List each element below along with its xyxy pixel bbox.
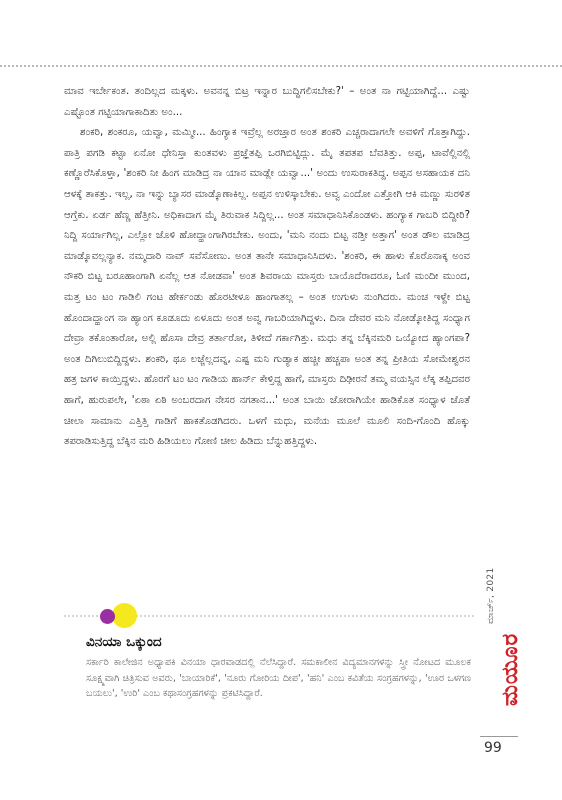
paragraph-1: ಮಾವ ಇರ್ಬೇಕಂತ. ತಂದಿಲ್ಲದ ಮಕ್ಕಳು. ಅವನನ್ನ ಬಿಟ್ರ ಇನ್ನಾರ ಬುದ್ಧಿಗಲಿಸಬೇಕು?' – ಅಂತ ನಾ ಗಟ್ಟಿಯಾಗಿದ್ದೆ... ಎಷ್ಟು ಎಷ್ಟೊಂತ ಗಟ್ಟಿಯಾಗಾಕಾದಿತು ಅಂ... [64, 86, 470, 118]
page-number: 99 [484, 740, 502, 756]
yellow-circle-decoration [112, 603, 137, 628]
page-number-rule [480, 736, 518, 737]
author-bio: ಸರ್ಕಾರಿ ಕಾಲೇಜಿನ ಅಧ್ಯಾಪಕಿ ವಿನಯಾ ಧಾರವಾಡದಲ್ಲಿ ನೆಲೆಸಿದ್ದಾರೆ. ಸಮಕಾಲೀನ ವಿದ್ಯಮಾನಗಳನ್ನು ಸ್ತ್ರೀ ನೋಟದ ಮೂಲಕ ಸೂಕ್ಷ್ಮವಾಗಿ ಚಿತ್ರಿಸುವ ಅವರು, 'ಬಾಯಾರಿಕೆ', 'ನೂರು ಗೋರಿಯ ದೀಪ', 'ಹನಿ' ಎಂಬ ಕವಿತೆಯ ಸಂಗ್ರಹಗಳನ್ನು, 'ಊರ ಒಳಗಣ ಬಯಲು', 'ಉರಿ' ಎಂಬ ಕಥಾಸಂಗ್ರಹಗಳನ್ನು ಪ್ರಕಟಿಸಿದ್ದಾರೆ. [86, 657, 471, 700]
story-body [64, 82, 470, 453]
author-name: ವಿನಯಾ ಒಕ್ಕುಂದ [86, 634, 162, 650]
paragraph-2: ಶಂಕರಿ, ಶಂಕರೂ, ಯವ್ವಾ, ಮಮ್ಮೀ... ಹಿಂಗ್ಯಾಕ ಇವ್ರೆಲ್ಲ ಅರಚ್ತಾರ ಅಂತ ಶಂಕರಿ ಎಚ್ಚರಾದಾಗಲೇ ಅವಳಿಗೆ ಗೊತ್ತಾಗಿದ್ದು. ಪಾತ್ರಿ ಪಗಡಿ ಕಟ್ಟಾ ಏನೋ ಧೇನಿಸ್ತಾ ಕುಂತವಳು ಪ್ರಜ್ಞೆತಪ್ಪಿ ಒರಗಿಬಿಟ್ಟಿದ್ಲು. ಮೈ ತಪತಪ ಬೆವತಿತ್ತು. ಅಪ್ಪ, ಟಾವೆಲ್ಲಿನಲ್ಲಿ ಕಣ್ಣೊರೆಸಿಕೊಳ್ತಾ, 'ಶಂಕರಿ ನೀ ಹಿಂಗ ಮಾಡಿದ್ರ ನಾ ಯಾನ ಮಾಡ್ಲೇ ಯವ್ವಾ...' ಅಂದು ಉಸುರಾಕತಿದ್ದ. ಅಪ್ಪನ ಅಸಹಾಯಕ ದನಿ ಆಳಕ್ಕೆ ತಾಕತ್ತು. ಇಲ್ಲ, ನಾ ಇನ್ನು ಬ್ಯಾಸರ ಮಾಡ್ಕೊಣಾಕಿಲ್ಲ. ಅಪ್ಪನ ಉಳಿಸ್ಕಾಬೇಕು. ಅವ್ವ ಎಂದೋ ಎತ್ತೋಗಿ ಆಕಿ ಮಣ್ಣು ಸುರಳಿತ ಆಗ್ತೆಕು. ಏರ್ಡ ಹೆಣ್ಣ ಹೆತ್ತೀನಿ. ಅಧಿಕಾದಾಗ ಮೈ ತಿರುವಾಕ ಸಿದ್ದಿಲ್ಲ... ಅಂತ ಸಮಾಧಾನಿಸಿಕೊಂಡಳು. ಹಂಗ್ಯಾಕ ಗಾಬರಿ ಬಿದ್ದೀರಿ? ನಿದ್ದಿ ಸರ್ಯಾಗಿಲ್ಲ, ಎಲ್ಲೋ ಜೊಳಿ ಹೋದ್ಹಾಂಗಾಗಿರಬೇಕು. ಅಂದು, 'ಮನಿ ನಂದು ಬಿಟ್ಟ ನಡ್ತೀ ಅತ್ತಾಗ' ಅಂತ ಡೌಲ ಮಾಡಿದ್ರ ಮಾಡ್ಕೊವಲ್ಲನ್ಯಾಕ. ನಮ್ಮದಾರಿ ನಾವ್ ಸವೆಸೋಣು. ಅಂತ ತಾನೇ ಸಮಾಧಾನಿಸಿದಳು. 'ಶಂಕರಿ, ಈ ಹಾಳು ಕೊರೊನಾಕ್ಕ ಅಂವ ನೌಕರಿ ಬಿಟ್ಟ ಬರೂಹಾಂಗಾಗಿ ಏನೆಲ್ಲ ಆತ ನೋಡವಾ' ಅಂತ ಶಿವರಾಯ ಮಾಸ್ತರು ಬಾಯೊದೆರಾದರೂ, ಓಣಿ ಮಂದೀ ಮುಂದ, ಮತ್ತ ಟಂ ಟಂ ಗಾಡಿಲಿ ಗಂಟ ಹೇರ್ಕಂಡು ಹೊರಟೀಳೂ ಹಾಂಗಾತಲ್ಲ – ಅಂತ ಉಗುಳು ನುಂಗಿದರು. ಮಂಚ ಇಳ್ದೇ ಬಿಟ್ಟ ಹೊಂದಾದ್ಹಾಂಗ ನಾ ಹ್ಯಾಂಗ ಕೂಡೂದು ಏಳೂದು ಅಂತ ಅವ್ವ ಗಾಬರಿಯಾಗಿದ್ದಳು. ದಿನಾ ದೇವರ ಮನಿ ನೋಡ್ಕೋತಿದ್ದ ಸಂಧ್ಯಾಗ ದೇವ್ರಾ ತಕೊಂತಾರೋ, ಅಲ್ಲಿ ಹೊಸಾ ದೇವ್ರ ತರ್ತಾರೋ, ತಿಳೀದೆ ಗರ್ಕಾಗಿತ್ತು. ಮಧು ತನ್ನ ಬೆಕ್ಕಿನಮರಿ ಒಯ್ಯೋದ ಹ್ಯಾಂಗಪಾ? ಅಂತ ದಿಗಿಲುಬಿದ್ದಿದ್ದಳು. ಶಂಕರಿ, ಥೂ ಲಜ್ಜೆಲ್ಲದವ್ನ, ಎಷ್ಟ ಮನಿ ಗುಡ್ಯಾಕ ಹಚ್ಚೀ ಹಚ್ಚಪಾ ಅಂತ ತನ್ನ ಪ್ರೀತಿಯ ಸೋಮೇಶ್ವರನ ಹತ್ರ ಜಗಳ ಕಾಯ್ತಿದ್ದಳು. ಹೊರಗೆ ಟಂ ಟಂ ಗಾಡಿಯ ಹಾರ್ನ್ ಕೇಳ್ತಿದ್ದ ಹಾಗೆ, ಮಾಸ್ತರು ದಿಢೀರನೆ ತಮ್ಮ ವಯಸ್ಸಿನ ಲೆಕ್ಕ ತಪ್ಪಿದವರ ಹಾಗೆ, ಹುರುಪಲೇ, 'ಏಠಾ ಏಠಿ ಅಂಬರದಾಗ ನೇಸರ ನಗತಾನ...' ಅಂತ ಬಾಯಿ ಜೋರಾಗಿಯೇ ಹಾಡಿಕೊತ ಸಂಧ್ಯಾಳ ಜೊತೆ ಚೀಲಾ ಸಾಮಾನು ಎತ್ತಿತ್ತಿ ಗಾಡಿಗೆ ಹಾಕತೊಡಗಿದರು. ಒಳಗೆ ಮಧು, ಮನೆಯ ಮೂಲೆ ಮೂಲಿ ಸಂದಿ-ಗೊಂದಿ ಹೊಕ್ಕು ತಪರಾಡಿಸುತ್ತಿದ್ದ ಬೆಕ್ಕಿನ ಮರಿ ಹಿಡಿಯಲು ಗೋಣಿ ಚೀಲ ಹಿಡಿದು ಬೆನ್ನುಹತ್ತಿದ್ದಳು. [64, 127, 470, 448]
issue-date: ಮಾರ್ಚ್, 2021 [486, 567, 496, 624]
magazine-logo: ಮಯೂರ [498, 632, 523, 706]
purple-circle-decoration [100, 609, 115, 624]
top-dotted-rule [0, 65, 562, 67]
